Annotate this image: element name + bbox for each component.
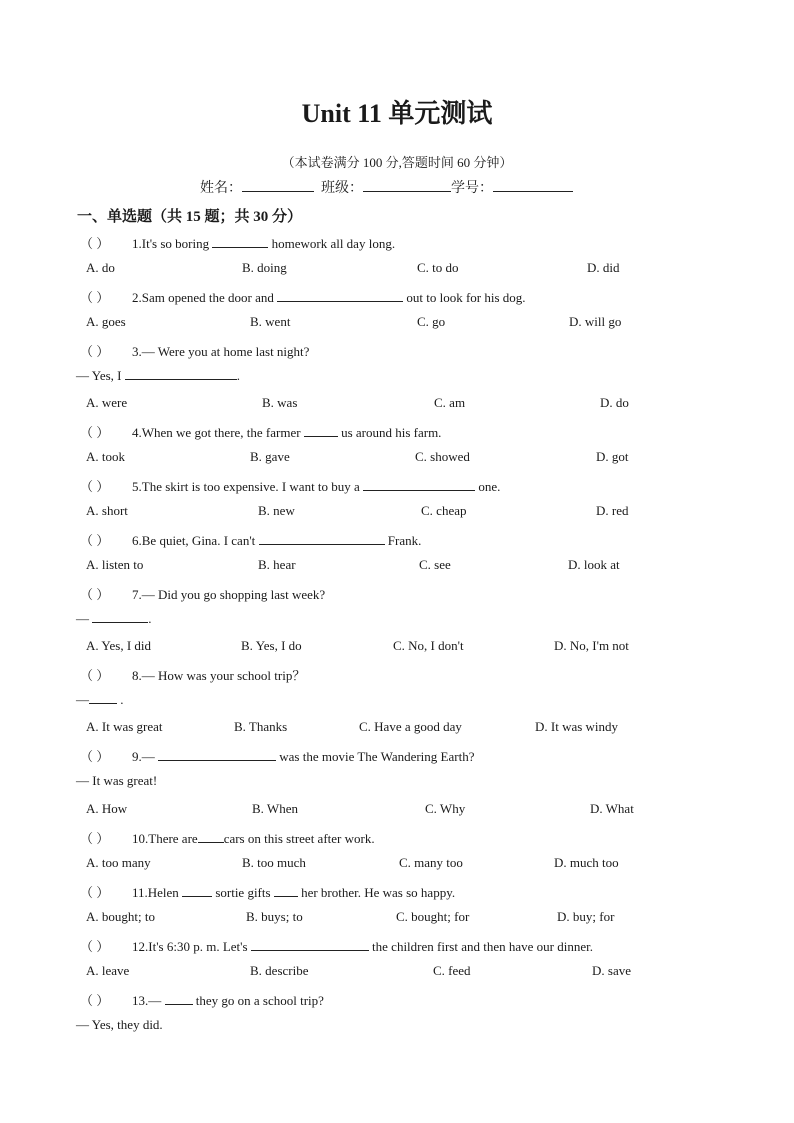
option-d: D. much too — [554, 855, 619, 870]
option-d: D. did — [587, 260, 620, 275]
option-d: D. buy; for — [557, 909, 615, 924]
answer-paren[interactable]: （ ） — [80, 290, 110, 305]
option-a: A. It was great — [86, 719, 163, 734]
question-12 — [80, 936, 593, 955]
answer-blank — [212, 236, 268, 248]
question-text: 3.— Were you at home last night? — [132, 344, 310, 359]
dialog-answer: — . — [76, 611, 152, 626]
option-d: D. save — [592, 963, 631, 978]
question-7 — [80, 584, 325, 603]
answer-blank — [125, 368, 237, 380]
option-c: C. am — [434, 395, 466, 410]
option-d: D. look at — [568, 557, 620, 572]
option-a: A. do — [86, 260, 115, 275]
dialog-answer: — . — [76, 692, 124, 707]
question-1 — [80, 233, 395, 252]
question-text: her brother. He was so happy. — [297, 885, 456, 900]
answer-blank — [182, 885, 212, 897]
student-id-label: 学号： — [451, 181, 493, 196]
question-text: they go on a school trip? — [192, 993, 324, 1008]
question-text: 7.— Did you go shopping last week? — [132, 587, 326, 602]
answer-paren[interactable]: （ ） — [80, 749, 110, 764]
name-label: 姓名： — [200, 181, 242, 196]
answer-paren[interactable]: （ ） — [80, 831, 110, 846]
question-text: Frank. — [384, 533, 422, 548]
option-a: A. listen to — [86, 557, 144, 572]
option-c: C. Why — [425, 801, 466, 816]
option-a: A. were — [86, 395, 128, 410]
question-text: was the movie The Wandering Earth? — [276, 749, 475, 764]
option-d: D. red — [596, 503, 629, 518]
dialog-answer: — It was great! — [76, 773, 158, 788]
answer-paren[interactable]: （ ） — [80, 939, 110, 954]
option-d: D. No, I'm not — [554, 638, 629, 653]
option-c: C. showed — [415, 449, 470, 464]
option-d: D. got — [596, 449, 629, 464]
question-text: 11.Helen — [132, 885, 183, 900]
answer-paren[interactable]: （ ） — [80, 993, 110, 1008]
question-text: 1.It's so boring — [132, 236, 213, 251]
answer-blank — [304, 425, 338, 437]
option-d: D. It was windy — [535, 719, 619, 734]
option-b: B. buys; to — [246, 909, 303, 924]
option-b: B. doing — [242, 260, 287, 275]
answer-blank — [251, 939, 369, 951]
option-c: C. No, I don't — [393, 638, 464, 653]
class-field[interactable] — [363, 177, 451, 192]
question-11 — [80, 882, 455, 901]
question-text: 8.— How was your school trip？ — [132, 668, 306, 683]
option-b: B. too much — [242, 855, 306, 870]
answer-blank — [158, 749, 276, 761]
option-b: B. gave — [250, 449, 290, 464]
question-text: 6.Be quiet, Gina. I can't — [132, 533, 259, 548]
question-text: homework all day long. — [268, 236, 396, 251]
option-b: B. Thanks — [234, 719, 288, 734]
answer-paren[interactable]: （ ） — [80, 668, 110, 683]
option-c: C. cheap — [421, 503, 467, 518]
dialog-answer: — Yes, they did. — [76, 1017, 163, 1032]
question-5 — [80, 476, 500, 495]
answer-blank — [198, 831, 224, 843]
option-b: B. new — [258, 503, 295, 518]
option-a: A. too many — [86, 855, 151, 870]
option-a: A. Yes, I did — [86, 638, 152, 653]
question-text: 9.— — [132, 749, 158, 764]
question-text: cars on this street after work. — [223, 831, 375, 846]
answer-blank — [274, 885, 298, 897]
answer-blank — [165, 993, 193, 1005]
option-a: A. How — [86, 801, 128, 816]
option-a: A. goes — [86, 314, 126, 329]
student-info-line — [200, 177, 573, 197]
question-text: 4.When we got there, the farmer — [132, 425, 304, 440]
option-b: B. describe — [250, 963, 309, 978]
answer-paren[interactable]: （ ） — [80, 587, 110, 602]
answer-blank — [89, 692, 117, 704]
question-text: 12.It's 6:30 p. m. Let's — [132, 939, 251, 954]
option-c: C. bought; for — [396, 909, 470, 924]
option-d: D. What — [590, 801, 634, 816]
question-8 — [80, 665, 305, 684]
option-c: C. many too — [399, 855, 463, 870]
option-c: C. to do — [417, 260, 459, 275]
option-b: B. went — [250, 314, 291, 329]
answer-blank — [277, 290, 403, 302]
option-c: C. feed — [433, 963, 471, 978]
option-a: A. took — [86, 449, 125, 464]
question-text: one. — [475, 479, 501, 494]
name-field[interactable] — [242, 177, 314, 192]
answer-paren[interactable]: （ ） — [80, 344, 110, 359]
answer-paren[interactable]: （ ） — [80, 885, 110, 900]
answer-blank — [92, 611, 148, 623]
dialog-answer: — Yes, I . — [76, 368, 241, 383]
question-text: 10.There are — [132, 831, 198, 846]
question-text: 2.Sam opened the door and — [132, 290, 278, 305]
question-3 — [80, 341, 309, 360]
option-a: A. short — [86, 503, 128, 518]
question-4 — [80, 422, 441, 441]
answer-paren[interactable]: （ ） — [80, 425, 110, 440]
question-13 — [80, 990, 324, 1009]
option-b: B. was — [262, 395, 298, 410]
question-10 — [80, 828, 375, 847]
option-a: A. bought; to — [86, 909, 155, 924]
question-text: 5.The skirt is too expensive. I want to buy a — [132, 479, 364, 494]
question-text: sortie gifts — [212, 885, 274, 900]
answer-paren[interactable]: （ ） — [80, 533, 110, 548]
question-text: the children first and then have our dinner. — [368, 939, 593, 954]
option-b: B. hear — [258, 557, 296, 572]
option-c: C. see — [419, 557, 451, 572]
class-label: 班级： — [321, 181, 363, 196]
option-b: B. Yes, I do — [241, 638, 302, 653]
option-c: C. Have a good day — [359, 719, 462, 734]
answer-paren[interactable]: （ ） — [80, 236, 110, 251]
answer-paren[interactable]: （ ） — [80, 479, 110, 494]
section-title: 一、单选题（共 15 题；共 30 分） — [77, 209, 303, 225]
answer-blank — [259, 533, 385, 545]
page-title: Unit 11 单元测试 — [301, 99, 493, 128]
question-text: us around his farm. — [337, 425, 442, 440]
question-text: 13.— — [132, 993, 165, 1008]
question-6 — [80, 530, 421, 549]
question-text: out to look for his dog. — [403, 290, 526, 305]
option-d: D. will go — [569, 314, 622, 329]
option-a: A. leave — [86, 963, 130, 978]
option-b: B. When — [252, 801, 298, 816]
option-c: C. go — [417, 314, 446, 329]
student-id-field[interactable] — [493, 177, 573, 192]
question-9 — [80, 746, 474, 765]
option-d: D. do — [600, 395, 629, 410]
question-2 — [80, 287, 526, 306]
exam-info: （本试卷满分 100 分,答题时间 60 分钟） — [281, 155, 513, 170]
answer-blank — [363, 479, 475, 491]
